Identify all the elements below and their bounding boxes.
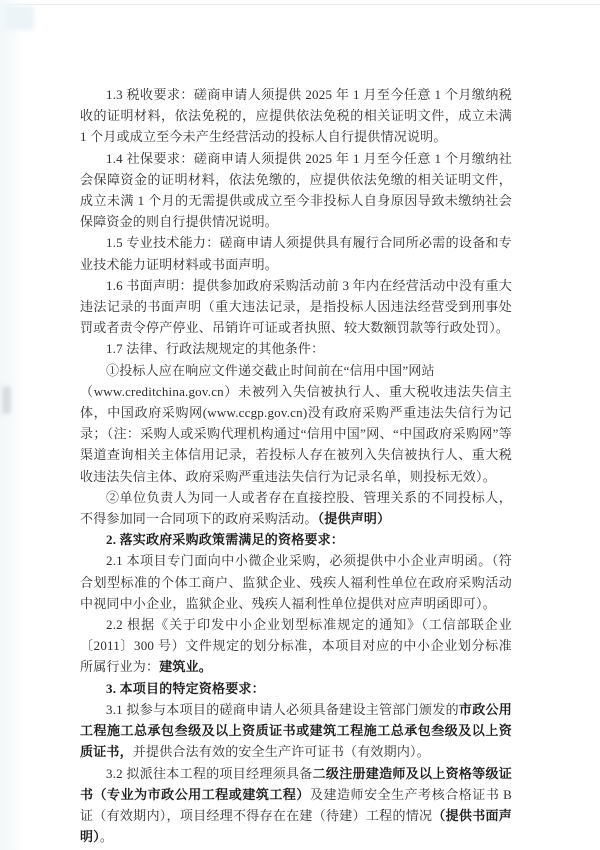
paragraph [80, 487, 512, 529]
paragraph [80, 84, 512, 148]
text-run: 1.6 书面声明：提供参加政府采购活动前 3 年内在经营活动中没有重大违法记录的书面声明（重大违法记录，是指投标人因违法经营受到刑事处罚或者责令停产停业、吊销许可证或者执照、较大数额罚款等行政处罚）。 [80, 277, 512, 336]
text-run: 二级注册建造师及以上资格等级证书（专业为市政公用工程或建筑工程） [80, 765, 512, 802]
text-run: 2.2 根据《关于印发中小企业划型标准规定的通知》（工信部联企业〔2011〕300 号）文件规定的划分标准，本项目对应的中小企业划分标准所属行业为： [80, 617, 512, 675]
text-run: 并提供合法有效的安全生产许可证书（有效期内）。 [132, 744, 430, 760]
scan-edge-line [0, 4, 600, 5]
text-run: 1.7 法律、行政法规规定的其他条件： [106, 341, 325, 357]
paragraph [80, 275, 512, 339]
text-run: 1.5 专业技术能力：磋商申请人须提供具有履行合同所必需的设备和专业技术能力证明材料或书面声明。 [80, 235, 512, 272]
text-run: 3. 本项目的特定资格要求： [106, 680, 265, 696]
text-run: ①投标人应在响应文件递交截止时间前在“信用中国”网站 [106, 362, 435, 378]
scan-smudge-artifact [2, 386, 11, 414]
text-run: 3.2 拟派往本工程的项目经理须具备 [106, 765, 313, 781]
text-run: 1.4 社保要求：磋商申请人须提供 2025 年 1 月至今任意 1 个月缴纳社会保障资金的证明材料，依法免缴的，应提供依法免缴的相关证明文件，成立未满 1 个月的无需提供或成立至今非投标人自身原因导致未缴纳社会保障资金的则自行提供情况说明。 [80, 150, 512, 230]
paragraph [80, 529, 512, 550]
paragraph [80, 614, 512, 678]
paragraph [80, 550, 512, 614]
paragraph [80, 232, 512, 274]
text-run: 2.1 本项目专门面向中小微企业采购，必须提供中小企业声明函。（符合划型标准的个体工商户、监狱企业、残疾人福利性单位在政府采购活动中视同中小企业，监狱企业、残疾人福利性单位提供对应声明函即可）。 [80, 553, 512, 611]
text-run: 建筑业。 [159, 659, 213, 675]
document-body [80, 84, 512, 847]
text-run: 及建造师安全生产考核合格证书 B 证（有效期内），项目经理不得存在在建（待建）工程的情况 [80, 786, 512, 823]
text-run: 3.1 拟参与本项目的磋商申请人必须具备建设主管部门颁发的 [106, 701, 459, 717]
text-run: 1.3 税收要求：磋商申请人须提供 2025 年 1 月至今任意 1 个月缴纳税收的证明材料，依法免税的，应提供依法免税的相关证明文件，成立未满 1 个月或成立至今未产生经营活动的投标人自行提供情况说明。 [80, 87, 512, 145]
paragraph [80, 148, 512, 233]
paragraph [80, 763, 512, 848]
text-run: 。 [99, 829, 114, 845]
text-run: ②单位负责人为同一人或者存在直接控股、管理关系的不同投标人，不得参加同一合同项下的政府采购活动。 [80, 489, 512, 527]
scan-corner-artifact [4, 6, 34, 30]
paragraph [80, 338, 512, 359]
text-run: 2. 落实政府采购政策需满足的资格要求： [106, 532, 345, 548]
text-run: （提供声明） [317, 511, 391, 527]
text-run: （提供书面声明） [80, 807, 512, 845]
text-run: 市政公用工程施工总承包叁级及以上资质证书或建筑工程施工总承包叁级及以上资质证书， [80, 701, 512, 760]
paragraph [80, 678, 512, 699]
scan-left-shadow [0, 0, 26, 850]
paragraph [80, 699, 512, 763]
paragraph [80, 360, 512, 487]
text-run: （www.creditchina.gov.cn）未被列入失信被执行人、重大税收违法失信主体，中国政府采购网(www.ccgp.gov.cn)没有政府采购严重违法失信行为记录；（注：采购人或采购代理机构通过“信用中国”网、“中国政府采购网”等渠道查询相关主体信用记录，若投标人存在被列入失信被执行人、重大税收违法失信主体、政府采购严重违法失信行为记录名单，则投标无效）。 [80, 383, 512, 484]
